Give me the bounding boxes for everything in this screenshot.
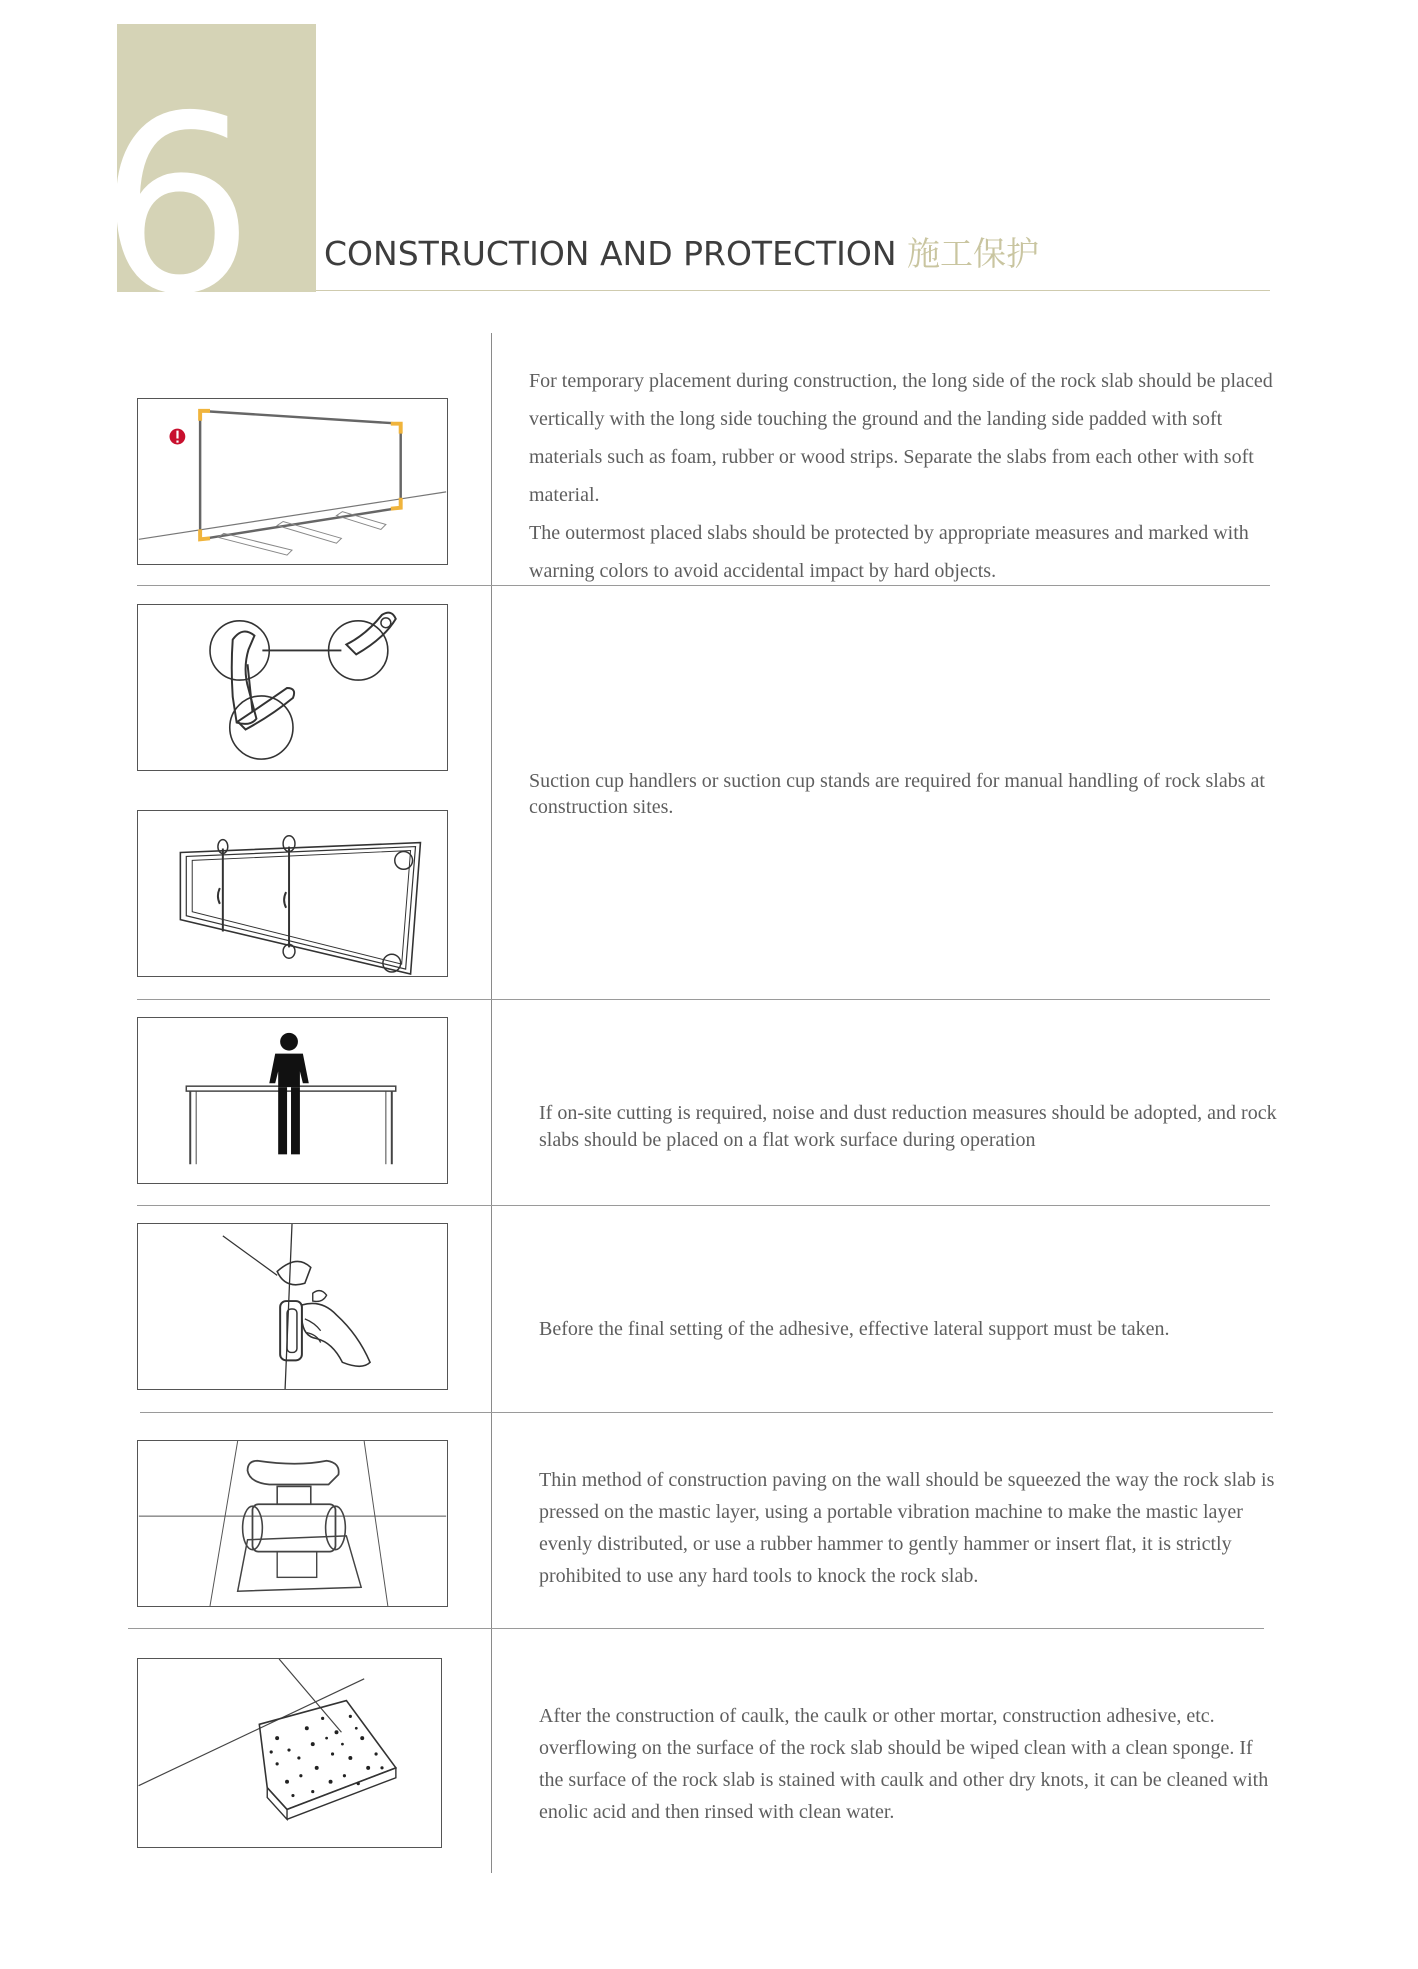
row-divider bbox=[140, 1412, 1273, 1413]
lateral-support-illustration bbox=[137, 1223, 448, 1390]
row-divider bbox=[137, 1205, 1270, 1206]
temporary-placement-text bbox=[529, 362, 1279, 590]
paragraph: For temporary placement during construction, the long side of the rock slab should be placed vertically with the long side touching the ground and the landing side padded with soft materials such as foam, rubber or wood strips. Separate the slabs from each other with soft material. bbox=[529, 370, 1273, 506]
work-table-drawing bbox=[138, 1018, 447, 1183]
column-divider bbox=[491, 333, 492, 1873]
page-title-en: CONSTRUCTION AND PROTECTION bbox=[324, 234, 897, 273]
paragraph: Suction cup handlers or suction cup stands are required for manual handling of rock slabs at construction sites. bbox=[529, 770, 1265, 818]
paragraph: Before the final setting of the adhesive, effective lateral support must be taken. bbox=[539, 1318, 1170, 1340]
row-divider bbox=[128, 1628, 1264, 1629]
thin-method-text bbox=[539, 1464, 1279, 1592]
row-divider bbox=[137, 999, 1270, 1000]
work-table-illustration bbox=[137, 1017, 448, 1184]
suction-cup-text bbox=[529, 768, 1299, 820]
vibration-machine-illustration bbox=[137, 1440, 448, 1607]
on-site-cutting-text bbox=[539, 1100, 1279, 1154]
lateral-support-drawing bbox=[138, 1224, 447, 1389]
caulk-cleaning-text bbox=[539, 1700, 1279, 1828]
suction-stand-drawing bbox=[138, 811, 447, 976]
slab-placement-drawing bbox=[138, 399, 447, 564]
section-number: 6 bbox=[99, 64, 255, 348]
vibration-machine-drawing bbox=[138, 1441, 447, 1606]
suction-cup-illustration bbox=[137, 604, 448, 771]
page-title-cn: 施工保护 bbox=[907, 234, 1040, 273]
suction-cup-drawing bbox=[138, 605, 447, 770]
paragraph: After the construction of caulk, the caulk or other mortar, construction adhesive, etc. overflowing on the surface of the rock slab should be wiped clean with a clean sponge. If the surface of the rock slab is stained with caulk and other dry knots, it can be cleaned with enolic acid and then rinsed with clean water. bbox=[539, 1705, 1269, 1823]
suction-stand-illustration bbox=[137, 810, 448, 977]
slab-placement-illustration bbox=[137, 398, 448, 565]
paragraph: Thin method of construction paving on the wall should be squeezed the way the rock slab is pressed on the mastic layer, using a portable vibration machine to make the mastic layer evenly distributed, or use a rubber hammer to gently hammer or insert flat, it is strictly prohibited to use any hard tools to knock the rock slab. bbox=[539, 1469, 1275, 1587]
section-number-block bbox=[99, 24, 316, 348]
sponge-cleaning-illustration bbox=[137, 1658, 442, 1848]
lateral-support-text bbox=[539, 1316, 1279, 1343]
sponge-cleaning-drawing bbox=[138, 1659, 441, 1847]
header-divider bbox=[316, 290, 1270, 291]
paragraph: The outermost placed slabs should be protected by appropriate measures and marked with warning colors to avoid accidental impact by hard objects. bbox=[529, 522, 1249, 582]
page-title bbox=[324, 228, 1039, 275]
paragraph: If on-site cutting is required, noise and dust reduction measures should be adopted, and rock slabs should be placed on a flat work surface during operation bbox=[539, 1102, 1277, 1151]
